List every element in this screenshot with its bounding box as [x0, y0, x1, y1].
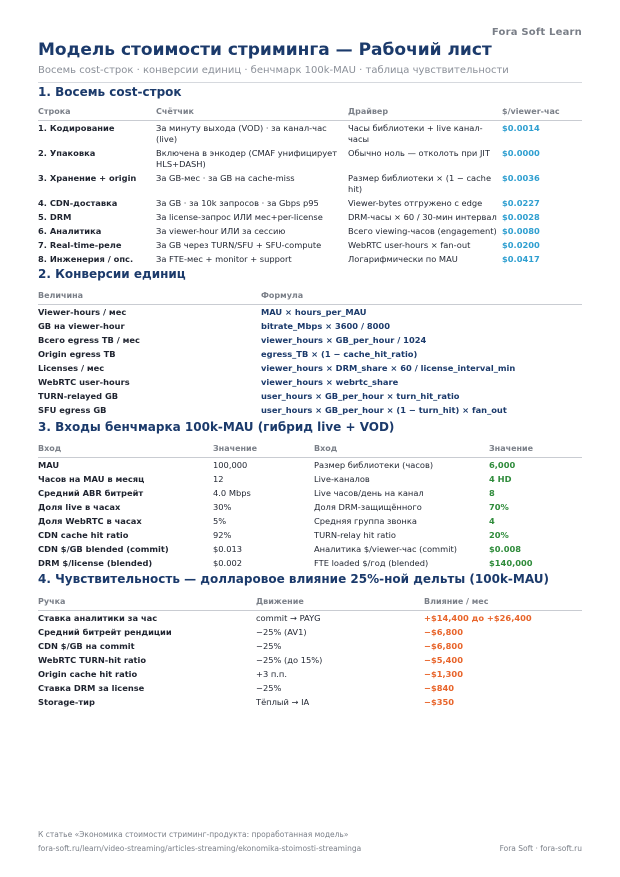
table-row [38, 625, 582, 639]
table-row [38, 458, 582, 473]
table-cell: user_hours × GB_per_hour × (1 − turn_hit) × fan_out [261, 405, 507, 415]
footer-site: Fora Soft · fora-soft.ru [499, 844, 582, 853]
table-cell: $0.013 [213, 544, 243, 554]
table-cell: За минуту выхода (VOD) · за канал-час (live) [156, 123, 327, 144]
table-cell: DRM $/license (blended) [38, 558, 153, 568]
table-cell: viewer_hours × DRM_share × 60 / license_interval_min [261, 363, 516, 373]
title-divider [38, 82, 582, 83]
table-row [38, 121, 582, 147]
table-cell: За FTE-мес + monitor + support [156, 254, 292, 264]
table-row [38, 196, 582, 210]
benchmark-inputs-body [38, 458, 582, 571]
table-row [38, 333, 582, 347]
table-cell: За GB-мес · за GB на cache-miss [156, 173, 295, 183]
table-cell: $0.0000 [502, 148, 540, 158]
table-cell: 5. DRM [38, 212, 72, 222]
table-cell: 8 [489, 488, 495, 498]
table-cell: WebRTC TURN-hit ratio [38, 655, 147, 665]
table-cell: 2. Упаковка [38, 148, 96, 158]
table-cell: $0.008 [489, 544, 522, 554]
table-cell: −$840 [424, 683, 455, 693]
table-cell: $0.0028 [502, 212, 540, 222]
table-cell: −$6,800 [424, 627, 463, 637]
table-cell: CDN $/GB на commit [38, 641, 135, 651]
table-cell: Логарифмически по MAU [348, 254, 458, 264]
table-cell: −25% [256, 641, 282, 651]
table-row [38, 695, 582, 709]
table-row [38, 667, 582, 681]
section-2-heading: 2. Конверсии единиц [38, 267, 186, 281]
table-cell: SFU egress GB [38, 405, 107, 415]
table-cell: TURN-relay hit ratio [314, 530, 396, 540]
table-cell: −$1,300 [424, 669, 463, 679]
table-row [38, 252, 582, 266]
table-cell: За viewer-hour ИЛИ за сессию [156, 226, 286, 236]
brand-label: Fora Soft Learn [491, 27, 582, 38]
footer-article-ref: К статье «Экономика стоимости стриминг-продукта: проработанная модель» [38, 830, 349, 839]
table-cell: Часов на MAU в месяц [38, 474, 145, 484]
table-cell: WebRTC user-hours × fan-out [348, 240, 471, 250]
table-cell: Размер библиотеки (часов) [314, 460, 434, 470]
table-cell: 1. Кодирование [38, 123, 115, 133]
table-cell: Всего viewing-часов (engagement) [348, 226, 497, 236]
table-row [38, 611, 582, 626]
table-cell: Всего egress TB / мес [38, 335, 140, 345]
table-cell: $0.0080 [502, 226, 540, 236]
table-cell: −25% (AV1) [256, 627, 307, 637]
table-header-row [38, 597, 582, 611]
col-header: Значение [489, 444, 582, 458]
table-cell: Live-каналов [314, 474, 370, 484]
table-row [38, 556, 582, 570]
table-cell: 70% [489, 502, 509, 512]
table-cell: Ставка DRM за license [38, 683, 145, 693]
table-cell: $140,000 [489, 558, 533, 568]
table-cell: 6,000 [489, 460, 516, 470]
table-cell: За GB · за 10k запросов · за Gbps p95 [156, 198, 319, 208]
table-cell: Доля DRM-защищённого [314, 502, 422, 512]
table-cell: +$14,400 до +$26,400 [424, 613, 532, 623]
table-header-row [38, 291, 582, 305]
col-header: Вход [314, 444, 489, 458]
table-cell: Аналитика $/viewer-час (commit) [314, 544, 458, 554]
col-header: Формула [261, 291, 582, 305]
table-row [38, 224, 582, 238]
table-cell: bitrate_Mbps × 3600 / 8000 [261, 321, 390, 331]
table-row [38, 375, 582, 389]
table-cell: FTE loaded $/год (blended) [314, 558, 429, 568]
unit-conversions-body [38, 305, 582, 418]
table-row [38, 514, 582, 528]
table-cell: Доля live в часах [38, 502, 121, 512]
table-cell: Доля WebRTC в часах [38, 516, 142, 526]
table-cell: 4 HD [489, 474, 512, 484]
page-title: Модель стоимости стриминга — Рабочий лист [38, 40, 492, 60]
table-cell: −$5,400 [424, 655, 463, 665]
table-row [38, 305, 582, 320]
table-cell: −25% (до 15%) [256, 655, 323, 665]
table-cell: commit → PAYG [256, 613, 321, 623]
section-1-heading: 1. Восемь cost-строк [38, 85, 182, 99]
table-row [38, 653, 582, 667]
table-row [38, 681, 582, 695]
table-row [38, 319, 582, 333]
table-cell: Тёплый → IA [256, 697, 310, 707]
table-row [38, 403, 582, 417]
col-header: Значение [213, 444, 314, 458]
table-cell: 20% [489, 530, 509, 540]
table-cell: $0.0036 [502, 173, 540, 183]
table-cell: −$350 [424, 697, 455, 707]
table-cell: MAU [38, 460, 60, 470]
table-row [38, 472, 582, 486]
table-cell: $0.0417 [502, 254, 540, 264]
table-header-row [38, 107, 582, 121]
table-cell: 8. Инженерия / опс. [38, 254, 134, 264]
table-cell: Обычно ноль — отколоть при JIT [348, 148, 490, 158]
table-row [38, 146, 582, 171]
table-cell: Licenses / мес [38, 363, 105, 373]
section-4-heading: 4. Чувствительность — долларовое влияние 25%-ной дельты (100k-MAU) [38, 572, 549, 586]
section-3-heading: 3. Входы бенчмарка 100k-MAU (гибрид live + VOD) [38, 420, 395, 434]
table-row [38, 210, 582, 224]
table-cell: 3. Хранение + origin [38, 173, 137, 183]
col-header: Драйвер [348, 107, 502, 121]
table-row [38, 639, 582, 653]
table-cell: CDN cache hit ratio [38, 530, 129, 540]
table-row [38, 528, 582, 542]
col-header: $/viewer-час [502, 107, 582, 121]
table-cell: user_hours × GB_per_hour × turn_hit_ratio [261, 391, 460, 401]
table-row [38, 389, 582, 403]
table-cell: Средний битрейт рендиции [38, 627, 172, 637]
cost-lines-body [38, 121, 582, 267]
table-cell: +3 п.п. [256, 669, 287, 679]
table-cell: 4 [489, 516, 495, 526]
table-cell: Origin egress TB [38, 349, 116, 359]
table-row [38, 171, 582, 196]
table-cell: 4.0 Mbps [213, 488, 251, 498]
cost-lines-table [38, 107, 582, 266]
table-row [38, 500, 582, 514]
table-row [38, 486, 582, 500]
benchmark-inputs-table [38, 444, 582, 570]
col-header: Строка [38, 107, 156, 121]
table-cell: 12 [213, 474, 224, 484]
col-header: Ручка [38, 597, 256, 611]
footer-article-link[interactable]: fora-soft.ru/learn/video-streaming/articles-streaming/ekonomika-stoimosti-streaminga [38, 844, 362, 853]
table-cell: $0.0227 [502, 198, 540, 208]
table-cell: $0.0200 [502, 240, 540, 250]
table-cell: Live часов/день на канал [314, 488, 424, 498]
table-cell: Средний ABR битрейт [38, 488, 144, 498]
table-cell: TURN-relayed GB [38, 391, 119, 401]
table-cell: $0.0014 [502, 123, 540, 133]
table-cell: DRM-часы × 60 / 30-мин интервал [348, 212, 497, 222]
table-cell: Размер библиотеки × (1 − cache hit) [348, 173, 492, 194]
table-cell: CDN $/GB blended (commit) [38, 544, 169, 554]
table-cell: 92% [213, 530, 232, 540]
table-cell: 100,000 [213, 460, 248, 470]
table-cell: GB на viewer-hour [38, 321, 125, 331]
table-cell: 7. Real-time-реле [38, 240, 122, 250]
table-cell: MAU × hours_per_MAU [261, 307, 367, 317]
table-cell: Ставка аналитики за час [38, 613, 158, 623]
col-header: Величина [38, 291, 261, 305]
col-header: Счётчик [156, 107, 348, 121]
table-cell: За GB через TURN/SFU + SFU-compute [156, 240, 322, 250]
table-cell: viewer_hours × webrtc_share [261, 377, 399, 387]
col-header: Вход [38, 444, 213, 458]
table-cell: egress_TB × (1 − cache_hit_ratio) [261, 349, 418, 359]
table-cell: 4. CDN-доставка [38, 198, 118, 208]
col-header: Движение [256, 597, 424, 611]
unit-conversions-table [38, 291, 582, 417]
table-cell: 30% [213, 502, 232, 512]
table-cell: За license-запрос ИЛИ мес+per-license [156, 212, 323, 222]
table-cell: −$6,800 [424, 641, 463, 651]
page-subtitle: Восемь cost-строк · конверсии единиц · бенчмарк 100k-MAU · таблица чувствительности [38, 65, 509, 76]
table-header-row [38, 444, 582, 458]
sensitivity-body [38, 611, 582, 710]
table-cell: Включена в энкодер (CMAF унифицирует HLS+DASH) [156, 148, 338, 169]
table-cell: WebRTC user-hours [38, 377, 130, 387]
table-cell: viewer_hours × GB_per_hour / 1024 [261, 335, 427, 345]
table-cell: Origin cache hit ratio [38, 669, 138, 679]
table-row [38, 347, 582, 361]
table-cell: −25% [256, 683, 282, 693]
table-cell: 6. Аналитика [38, 226, 102, 236]
table-row [38, 238, 582, 252]
col-header: Влияние / мес [424, 597, 582, 611]
table-cell: $0.002 [213, 558, 243, 568]
table-cell: Storage-тир [38, 697, 95, 707]
table-cell: Средняя группа звонка [314, 516, 417, 526]
table-row [38, 361, 582, 375]
sensitivity-table [38, 597, 582, 709]
table-row [38, 542, 582, 556]
table-cell: 5% [213, 516, 227, 526]
table-cell: Viewer-bytes отгружено с edge [348, 198, 483, 208]
table-cell: Часы библиотеки + live канал-часы [348, 123, 483, 144]
table-cell: Viewer-hours / мес [38, 307, 127, 317]
